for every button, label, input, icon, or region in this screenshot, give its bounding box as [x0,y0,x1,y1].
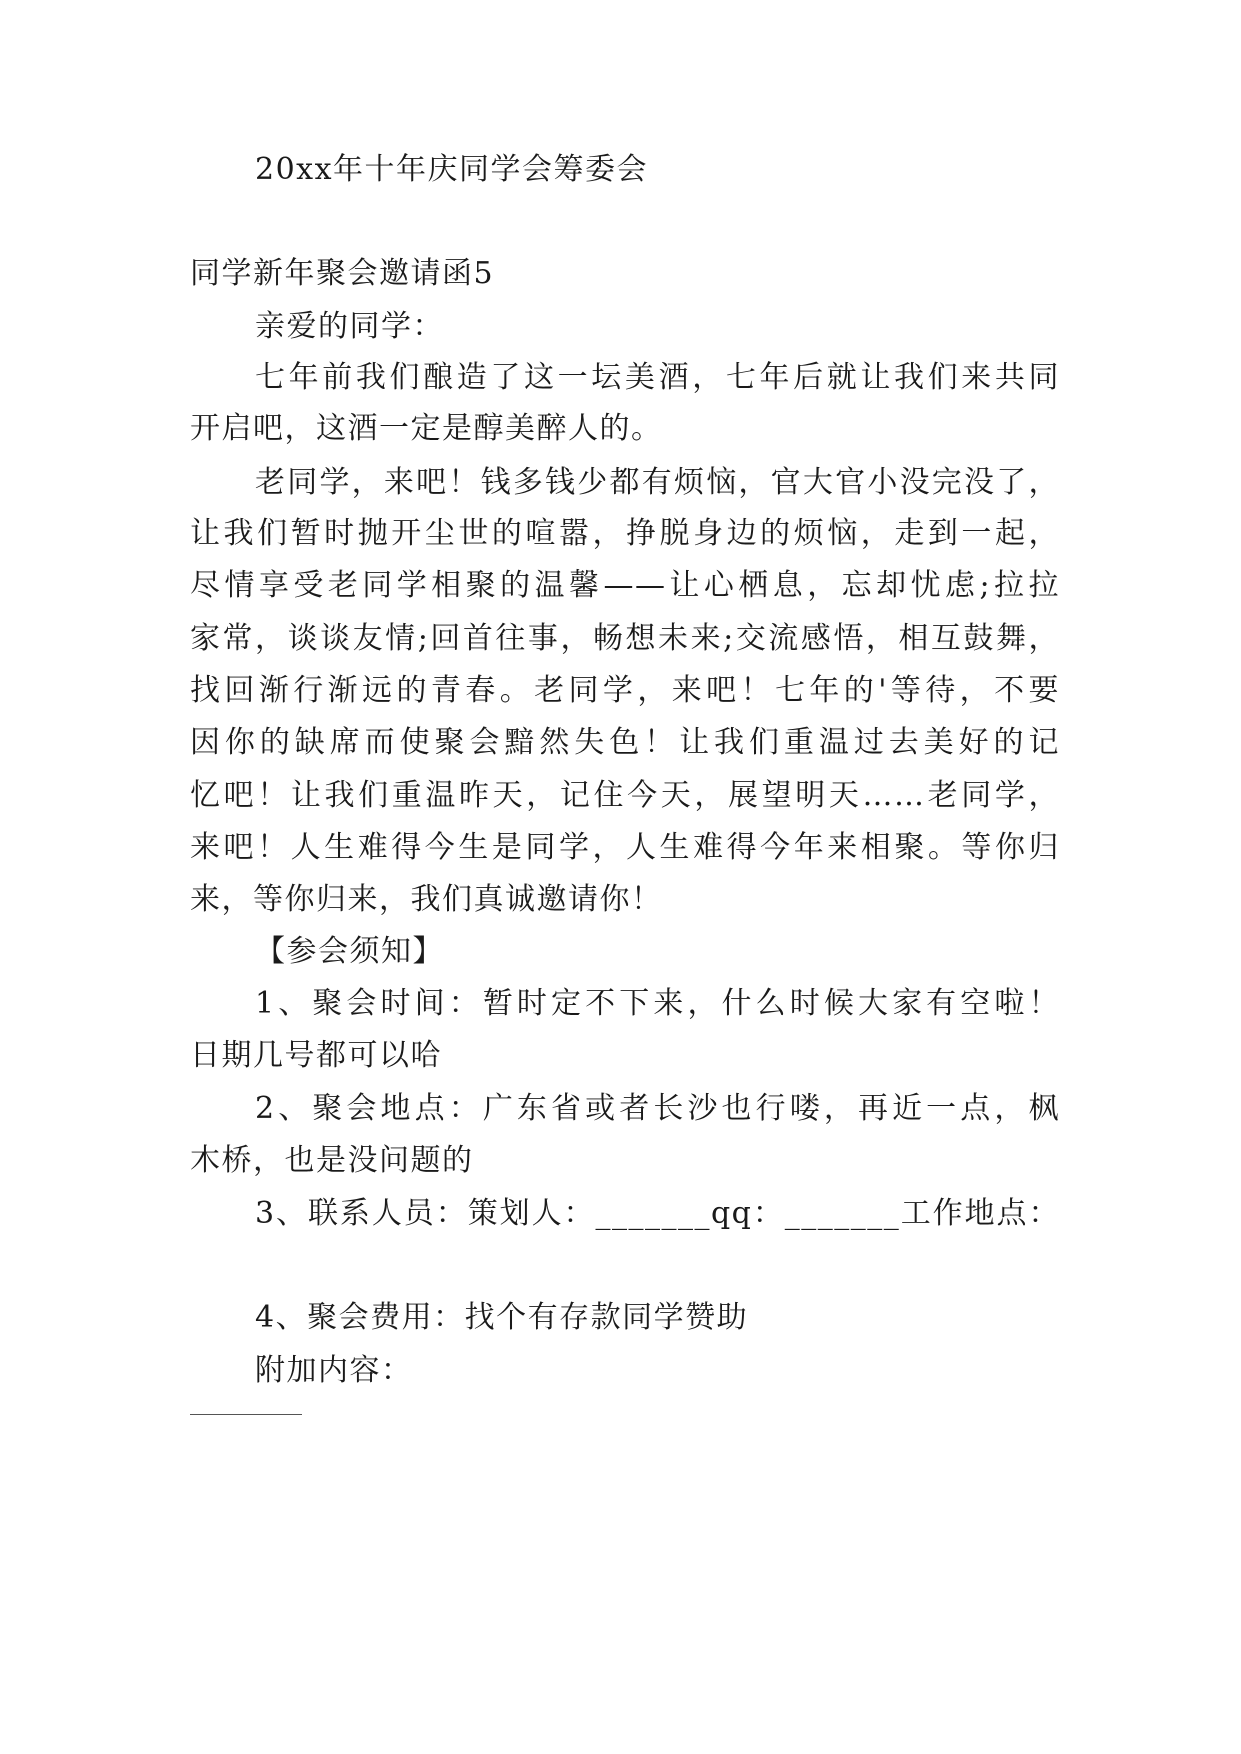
item-place-line-1: 2、聚会地点：广东省或者长沙也行喽，再近一点，枫 [255,1091,1060,1126]
item-time-line-2: 日期几号都可以哈 [190,1038,442,1073]
appendix-label: 附加内容： [255,1353,413,1388]
item-time-line-1: 1、聚会时间：暂时定不下来，什么时候大家有空啦！ [255,986,1060,1021]
greeting: 亲爱的同学： [255,309,444,344]
paragraph2-line-2: 让我们暂时抛开尘世的喧嚣，挣脱身边的烦恼，走到一起， [190,516,1060,551]
item-fee: 4、聚会费用：找个有存款同学赞助 [255,1300,749,1335]
paragraph1-line-1: 七年前我们酿造了这一坛美酒，七年后就让我们来共同 [255,360,1060,395]
paragraph2-line-1: 老同学，来吧！钱多钱少都有烦恼，官大官小没完没了， [255,465,1060,500]
committee-line: 20xx年十年庆同学会筹委会 [255,152,649,187]
paragraph1-line-2: 开启吧，这酒一定是醇美醉人的。 [190,411,663,446]
paragraph2-line-4: 家常，谈谈友情;回首往事，畅想未来;交流感悟，相互鼓舞， [190,621,1060,656]
paragraph2-line-3: 尽情享受老同学相聚的温馨——让心栖息，忘却忧虑;拉拉 [190,568,1060,603]
paragraph2-line-8: 来吧！人生难得今生是同学，人生难得今年来相聚。等你归 [190,830,1060,865]
paragraph2-line-9: 来，等你归来，我们真诚邀请你！ [190,882,663,917]
item-place-line-2: 木桥，也是没问题的 [190,1143,474,1178]
paragraph2-line-5: 找回渐行渐远的青春。老同学，来吧！七年的'等待，不要 [190,673,1060,708]
paragraph2-line-7: 忆吧！让我们重温昨天，记住今天，展望明天……老同学， [190,778,1060,813]
item-contact: 3、联系人员：策划人：_______qq：_______工作地点： [255,1196,1060,1231]
paragraph2-line-6: 因你的缺席而使聚会黯然失色！让我们重温过去美好的记 [190,725,1060,760]
notice-title: 【参会须知】 [255,934,444,969]
invitation-heading: 同学新年聚会邀请函5 [190,256,495,291]
blank-underline [190,1414,302,1415]
